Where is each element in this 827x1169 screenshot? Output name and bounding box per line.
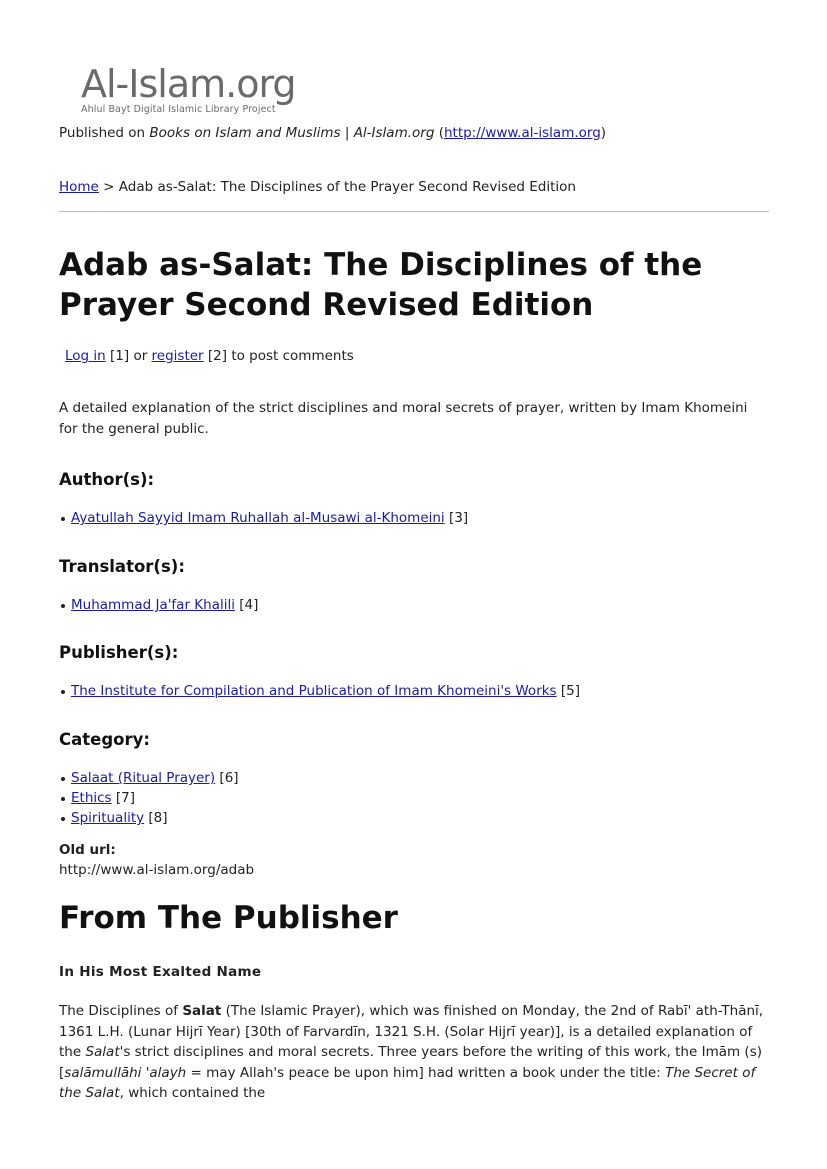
category-link-ethics[interactable]: Ethics xyxy=(71,790,112,806)
list-item xyxy=(59,808,239,828)
published-line: Published on Books on Islam and Muslims | Al-Islam.org (http://www.al-islam.org) xyxy=(59,125,607,141)
section-heading: From The Publisher xyxy=(59,900,398,936)
register-link[interactable]: register xyxy=(151,348,204,364)
header-divider xyxy=(59,211,769,212)
list-item xyxy=(59,681,580,701)
logo-wordmark: Al-Islam.org xyxy=(81,62,296,106)
breadcrumb-separator: > xyxy=(103,179,115,195)
comments-prompt xyxy=(65,348,354,364)
book-title-italic: The Secret of the Salat xyxy=(59,1064,756,1101)
published-prefix: Published on xyxy=(59,125,146,141)
translator-ref: [4] xyxy=(239,597,259,613)
published-site2: Al-Islam.org xyxy=(353,125,435,141)
old-url-value: http://www.al-islam.org/adab xyxy=(59,862,255,878)
breadcrumb-home-link[interactable]: Home xyxy=(59,179,99,195)
text-run: (The Islamic Prayer), which was finished on Monday, the 2nd of Rabī' ath-Thānī, 1361 L.H. (Lunar Hijrī Year) [30th of Farvardīn, 1321 S.H. (Solar Hijrī year)], is a detailed explanation of the xyxy=(59,1003,764,1060)
category-link-spirituality[interactable]: Spirituality xyxy=(71,810,145,826)
list-item xyxy=(59,595,258,615)
breadcrumb xyxy=(59,179,576,195)
text-run: = may Allah's peace be upon him] had written a book under the title: xyxy=(186,1064,666,1081)
salat-bold: Salat xyxy=(182,1003,222,1019)
text-run: 's strict disciplines and moral secrets. Three years before the writing of this work, the Imām (s) [ xyxy=(59,1044,763,1081)
translators-heading: Translator(s): xyxy=(59,557,185,576)
category-ref: [6] xyxy=(219,770,239,786)
site-logo[interactable] xyxy=(79,64,339,120)
section-subheading: In His Most Exalted Name xyxy=(59,964,262,980)
authors-heading: Author(s): xyxy=(59,470,155,489)
login-link[interactable]: Log in xyxy=(65,348,106,364)
text-run: The Disciplines of xyxy=(59,1003,183,1019)
category-heading: Category: xyxy=(59,730,150,749)
publishers-list xyxy=(59,681,580,701)
list-item xyxy=(59,768,239,788)
login-ref: [1] xyxy=(110,348,130,364)
breadcrumb-current: Adab as-Salat: The Disciplines of the Prayer Second Revised Edition xyxy=(118,179,576,195)
text-run: , which contained the xyxy=(119,1085,266,1101)
author-link[interactable]: Ayatullah Sayyid Imam Ruhallah al-Musawi al-Khomeini xyxy=(71,510,445,526)
salat-italic: Salat xyxy=(85,1044,120,1060)
salam-italic: salāmullāhi 'alayh xyxy=(64,1064,187,1081)
old-url-label: Old url: xyxy=(59,842,116,858)
category-link-salaat[interactable]: Salaat (Ritual Prayer) xyxy=(71,770,216,786)
book-summary: A detailed explanation of the strict disciplines and moral secrets of prayer, written by Imam Khomeini for the general public. xyxy=(59,400,748,437)
register-ref: [2] xyxy=(207,348,228,364)
category-list xyxy=(59,768,239,828)
logo-tagline: Ahlul Bayt Digital Islamic Library Project xyxy=(81,104,276,115)
publishers-heading: Publisher(s): xyxy=(59,643,179,662)
comments-suffix: to post comments xyxy=(231,348,354,364)
publisher-ref: [5] xyxy=(560,683,581,699)
published-site: Books on Islam and Muslims xyxy=(149,125,341,141)
published-separator: | xyxy=(344,125,350,141)
published-url-link[interactable]: http://www.al-islam.org xyxy=(443,125,601,141)
page-title: Adab as-Salat: The Disciplines of the Prayer Second Revised Edition xyxy=(59,247,703,323)
body-paragraph xyxy=(59,1001,769,1104)
category-ref: [7] xyxy=(115,790,136,806)
list-item xyxy=(59,788,239,808)
publisher-link[interactable]: The Institute for Compilation and Publication of Imam Khomeini's Works xyxy=(71,683,557,699)
author-ref: [3] xyxy=(448,510,469,526)
category-ref: [8] xyxy=(148,810,168,826)
translators-list xyxy=(59,595,258,615)
authors-list xyxy=(59,508,468,528)
or-text: or xyxy=(133,348,148,364)
translator-link[interactable]: Muhammad Ja'far Khalili xyxy=(71,597,235,613)
list-item xyxy=(59,508,468,528)
